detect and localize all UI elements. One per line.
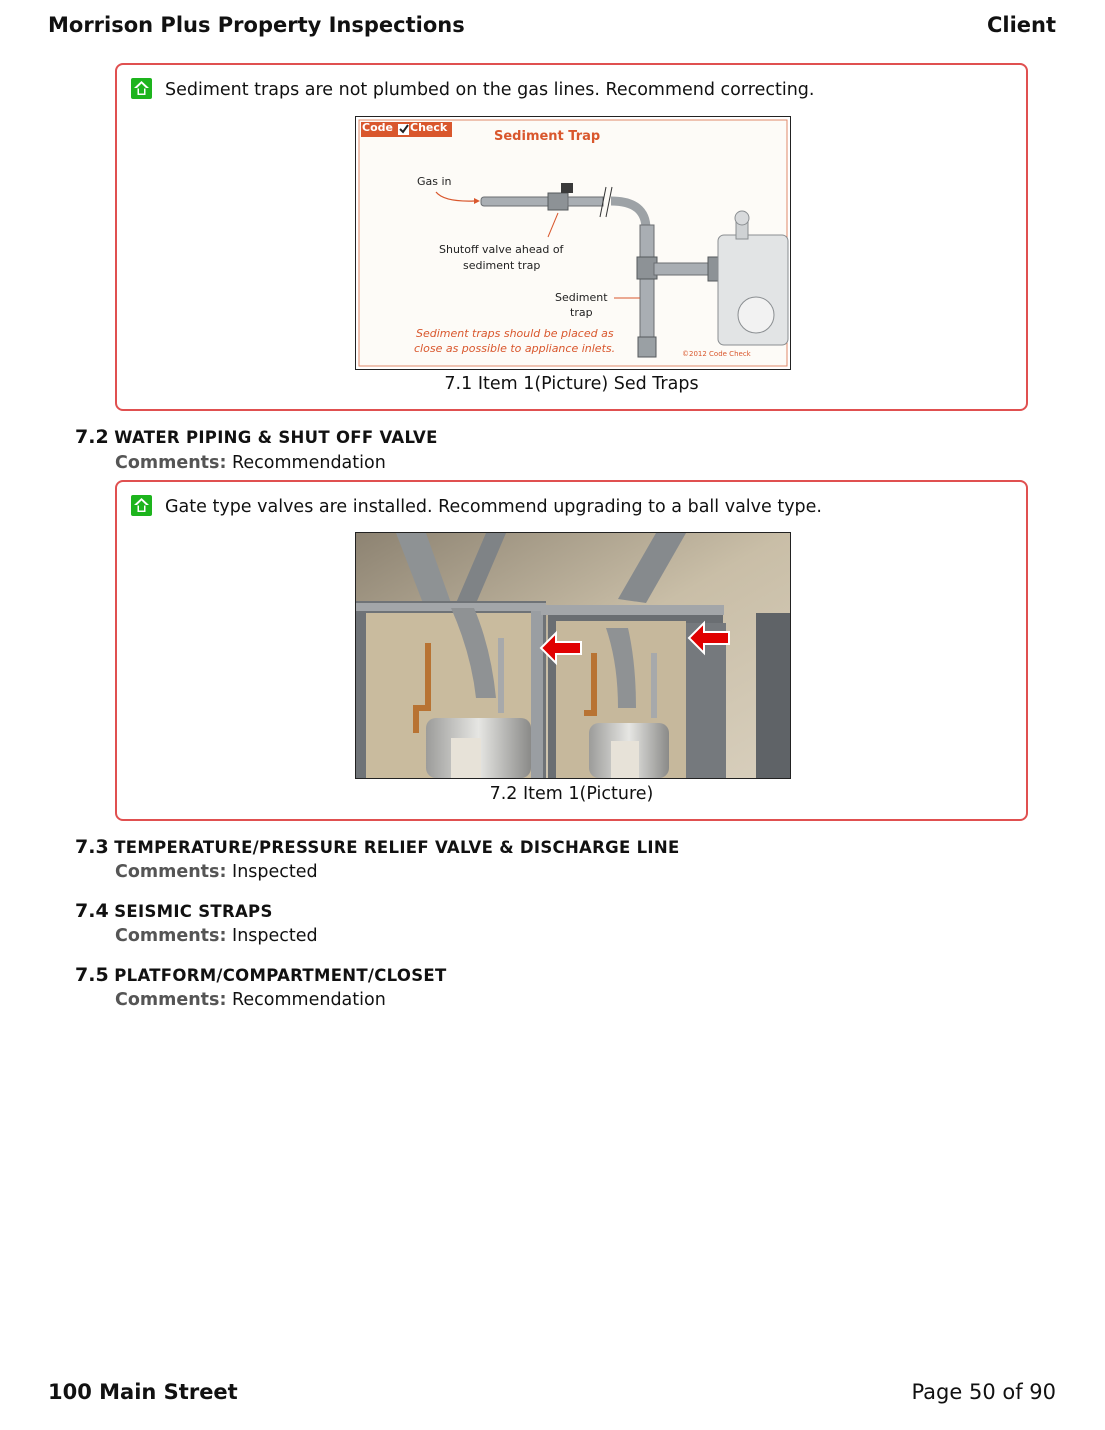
sediment-trap-diagram[interactable] [355,116,791,370]
diagram-label-sediment-2: trap [570,306,593,319]
diagram-brand-check: Check [410,121,448,134]
comments-value: Inspected [232,862,318,882]
observation-box-sediment-traps [115,63,1028,411]
section-number: 7.4 [75,900,109,922]
water-heater-photo[interactable] [355,532,791,779]
comments-label: Comments: [115,926,227,946]
comments-label: Comments: [115,453,227,473]
section-comment-7-2 [115,453,386,473]
comments-label: Comments: [115,990,227,1010]
section-comment-7-3 [115,862,318,882]
diagram-label-shutoff-1: Shutoff valve ahead of [439,243,564,256]
section-name: PLATFORM/COMPARTMENT/CLOSET [114,966,447,985]
diagram-note-1: Sediment traps should be placed as [416,327,614,340]
diagram-note-2: close as possible to appliance inlets. [414,342,616,355]
comments-value: Recommendation [232,990,386,1010]
section-name: TEMPERATURE/PRESSURE RELIEF VALVE & DISCHARGE LINE [114,838,680,857]
section-name: WATER PIPING & SHUT OFF VALVE [114,428,438,447]
section-title-7-4 [75,900,273,922]
page-number: Page 50 of 90 [911,1380,1056,1404]
diagram-title: Sediment Trap [494,129,601,144]
diagram-label-shutoff-2: sediment trap [463,259,541,272]
figure-caption: 7.1 Item 1(Picture) Sed Traps [444,374,699,394]
section-title-7-2 [75,426,438,448]
recommendation-house-icon [131,495,152,516]
section-number: 7.2 [75,426,109,448]
property-address: 100 Main Street [48,1380,238,1404]
diagram-copyright: ©2012 Code Check [682,350,751,358]
comments-label: Comments: [115,862,227,882]
observation-text: Gate type valves are installed. Recommend upgrading to a ball valve type. [165,497,822,517]
section-comment-7-5 [115,990,386,1010]
diagram-label-sediment-1: Sediment [555,291,608,304]
section-number: 7.5 [75,964,109,986]
section-name: SEISMIC STRAPS [114,902,273,921]
recommendation-house-icon [131,78,152,99]
report-client-label: Client [986,13,1056,37]
section-comment-7-4 [115,926,318,946]
comments-value: Inspected [232,926,318,946]
comments-value: Recommendation [232,453,386,473]
observation-box-gate-valves [115,480,1028,821]
report-company-name: Morrison Plus Property Inspections [48,13,465,37]
section-title-7-3 [75,836,680,858]
section-number: 7.3 [75,836,109,858]
diagram-label-gas-in: Gas in [417,175,452,188]
section-title-7-5 [75,964,447,986]
diagram-brand-code: Code [362,121,393,134]
observation-text: Sediment traps are not plumbed on the gas lines. Recommend correcting. [165,80,815,100]
figure-caption: 7.2 Item 1(Picture) [489,784,654,804]
